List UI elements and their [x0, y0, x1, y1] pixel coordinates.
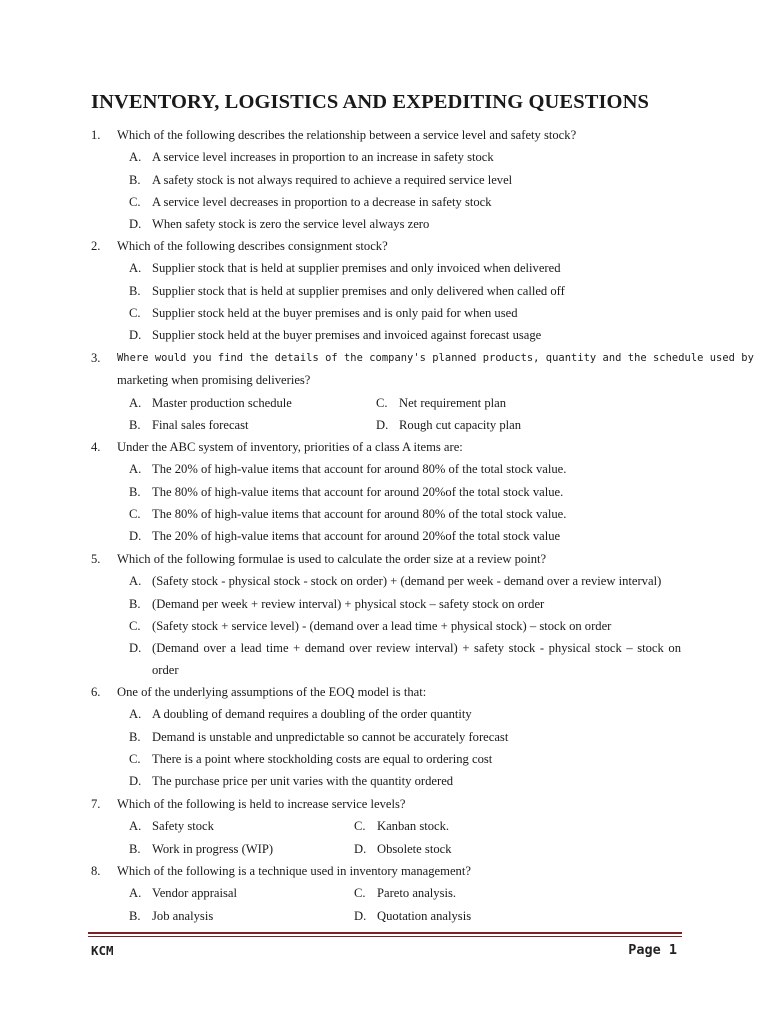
- question-text: Which of the following describes consignment stock?: [117, 239, 388, 253]
- question-text: Which of the following is a technique used in inventory management?: [117, 864, 471, 878]
- option-d: D. (Demand over a lead time + demand over review interval) + safety stock - physical stock – stock on order: [129, 641, 681, 678]
- question-number: 2.: [91, 239, 101, 253]
- question-number: 4.: [91, 440, 101, 454]
- option-d: D. Supplier stock held at the buyer premises and invoiced against forecast usage: [129, 328, 542, 343]
- question-text: [117, 347, 754, 369]
- question-8: [91, 860, 681, 927]
- question-number: 6.: [91, 685, 101, 699]
- option-a: A. The 20% of high-value items that account for around 80% of the total stock value.: [129, 462, 567, 477]
- option-c: C. The 80% of high-value items that account for around 80% of the total stock value.: [129, 506, 567, 521]
- option-b: B. Work in progress (WIP): [129, 841, 274, 856]
- option-a: A. A service level increases in proportion to an increase in safety stock: [129, 150, 494, 165]
- option-c: C. Kanban stock.: [354, 819, 450, 834]
- footer-rule-bottom: [88, 936, 682, 937]
- footer-rule-top: [88, 932, 682, 934]
- option-a: A. A doubling of demand requires a doubling of the order quantity: [129, 707, 472, 722]
- option-b: B. Job analysis: [129, 908, 214, 923]
- question-number: 1.: [91, 128, 101, 142]
- option-c: C. Net requirement plan: [376, 395, 507, 410]
- option-c: C. Pareto analysis.: [354, 886, 457, 901]
- question-text-line2: marketing when promising deliveries?: [117, 373, 311, 388]
- option-a: A. Master production schedule: [129, 395, 292, 410]
- question-6: [91, 681, 681, 792]
- page-title: INVENTORY, LOGISTICS AND EXPEDITING QUESTIONS: [91, 91, 650, 113]
- question-1: [91, 124, 681, 235]
- question-number: 3.: [91, 351, 101, 365]
- option-d: D. Rough cut capacity plan: [376, 417, 522, 432]
- option-b: B. A safety stock is not always required to achieve a required service level: [129, 172, 513, 187]
- option-c: C. (Safety stock + service level) - (demand over a lead time + physical stock) – stock on order: [129, 618, 612, 633]
- option-a: A. (Safety stock - physical stock - stock on order) + (demand per week - demand over a review interval): [129, 574, 662, 589]
- question-7: [91, 793, 681, 860]
- question-text: Which of the following is held to increase service levels?: [117, 797, 406, 811]
- question-2: [91, 235, 681, 346]
- option-d: D. The 20% of high-value items that account for around 20%of the total stock value: [129, 529, 561, 544]
- page-number: Page 1: [628, 942, 677, 958]
- option-b: B. The 80% of high-value items that account for around 20%of the total stock value.: [129, 484, 564, 499]
- question-5: [91, 548, 681, 682]
- option-c: C. Supplier stock held at the buyer premises and is only paid for when used: [129, 305, 518, 320]
- question-number: 7.: [91, 797, 101, 811]
- option-b: B. Demand is unstable and unpredictable so cannot be accurately forecast: [129, 729, 509, 744]
- option-d: D. When safety stock is zero the service level always zero: [129, 217, 430, 232]
- option-d: D. Quotation analysis: [354, 908, 472, 923]
- question-text: Which of the following formulae is used to calculate the order size at a review point?: [117, 552, 547, 566]
- footer-brand: KCM: [91, 943, 114, 958]
- question-text-line1: Where would you find the details of the company's planned products, quantity and the schedule used by: [117, 352, 754, 364]
- option-b: B. Supplier stock that is held at supplier premises and only delivered when called off: [129, 283, 565, 298]
- option-d: D. Obsolete stock: [354, 841, 452, 856]
- option-b: B. (Demand per week + review interval) + physical stock – safety stock on order: [129, 596, 545, 611]
- option-a: A. Vendor appraisal: [129, 886, 237, 901]
- question-number: 5.: [91, 552, 101, 566]
- option-a: A. Safety stock: [129, 819, 214, 834]
- option-a: A. Supplier stock that is held at supplier premises and only invoiced when delivered: [129, 261, 561, 276]
- question-number: 8.: [91, 864, 101, 878]
- question-4: [91, 436, 681, 547]
- option-b: B. Final sales forecast: [129, 417, 249, 432]
- question-text: One of the underlying assumptions of the EOQ model is that:: [117, 685, 427, 699]
- question-3: [91, 347, 754, 436]
- option-d: D. The purchase price per unit varies with the quantity ordered: [129, 774, 454, 789]
- option-c: C. A service level decreases in proportion to a decrease in safety stock: [129, 194, 492, 209]
- question-text: Which of the following describes the relationship between a service level and safety stock?: [117, 128, 577, 142]
- question-text: Under the ABC system of inventory, priorities of a class A items are:: [117, 440, 463, 454]
- option-c: C. There is a point where stockholding costs are equal to ordering cost: [129, 751, 493, 766]
